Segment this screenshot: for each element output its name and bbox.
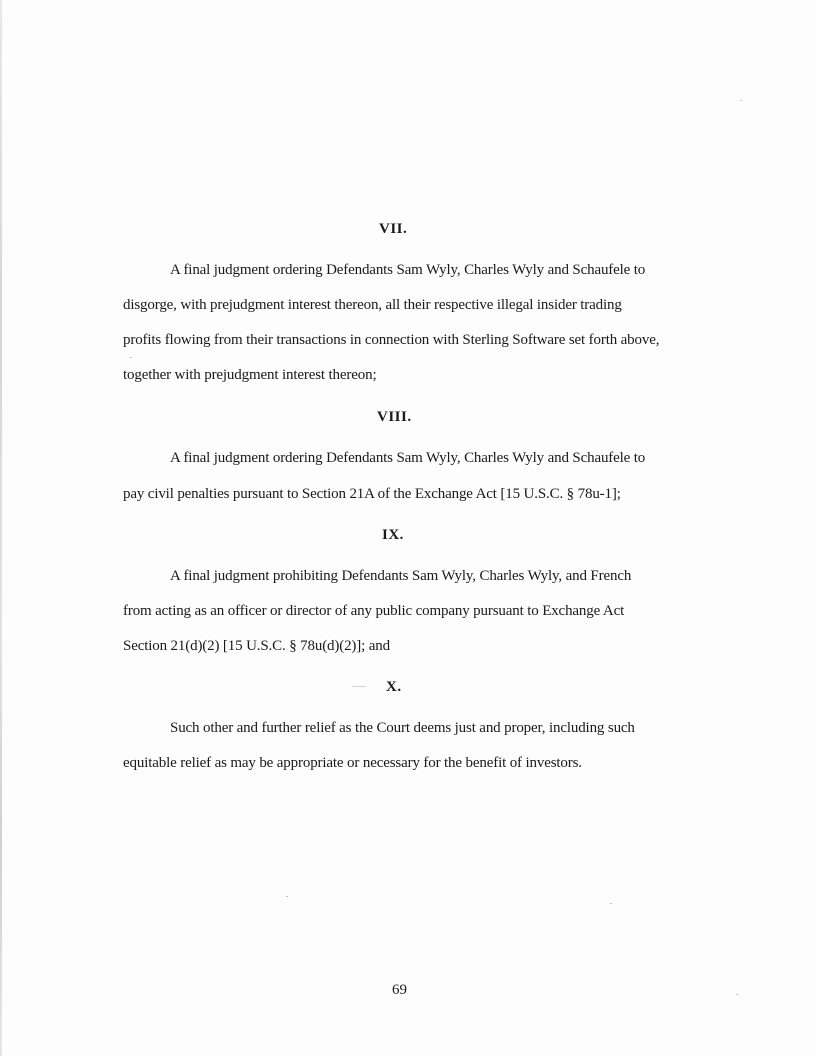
section-heading-viii: VIII. [377, 409, 412, 425]
paragraph-line: Such other and further relief as the Court deems just and proper, including such [170, 720, 635, 736]
scan-edge [0, 0, 2, 1056]
scan-speck [740, 100, 742, 101]
paragraph-line: profits flowing from their transactions in connection with Sterling Software set forth above, [123, 332, 660, 348]
section-heading-x: X. [386, 679, 402, 695]
scan-speck [130, 357, 132, 358]
page-number: 69 [392, 982, 407, 998]
paragraph-line: A final judgment ordering Defendants Sam Wyly, Charles Wyly and Schaufele to [170, 450, 646, 466]
scan-speck [736, 994, 738, 995]
paragraph-line: pay civil penalties pursuant to Section 21A of the Exchange Act [15 U.S.C. § 78u-1]; [123, 486, 621, 502]
section-heading-ix: IX. [382, 527, 404, 543]
paragraph-line: A final judgment ordering Defendants Sam Wyly, Charles Wyly and Schaufele to [170, 262, 646, 278]
paragraph-line: disgorge, with prejudgment interest thereon, all their respective illegal insider trading [123, 297, 622, 313]
paragraph-line: from acting as an officer or director of any public company pursuant to Exchange Act [123, 603, 625, 619]
section-heading-vii: VII. [379, 221, 408, 237]
paragraph-line: together with prejudgment interest thereon; [123, 367, 377, 383]
scan-speck [610, 903, 612, 904]
paragraph-line: equitable relief as may be appropriate or necessary for the benefit of investors. [123, 755, 582, 771]
paragraph-line: A final judgment prohibiting Defendants Sam Wyly, Charles Wyly, and French [170, 568, 632, 584]
scan-speck [286, 896, 288, 897]
scan-speck [352, 686, 366, 687]
paragraph-line: Section 21(d)(2) [15 U.S.C. § 78u(d)(2)]; and [123, 638, 390, 654]
